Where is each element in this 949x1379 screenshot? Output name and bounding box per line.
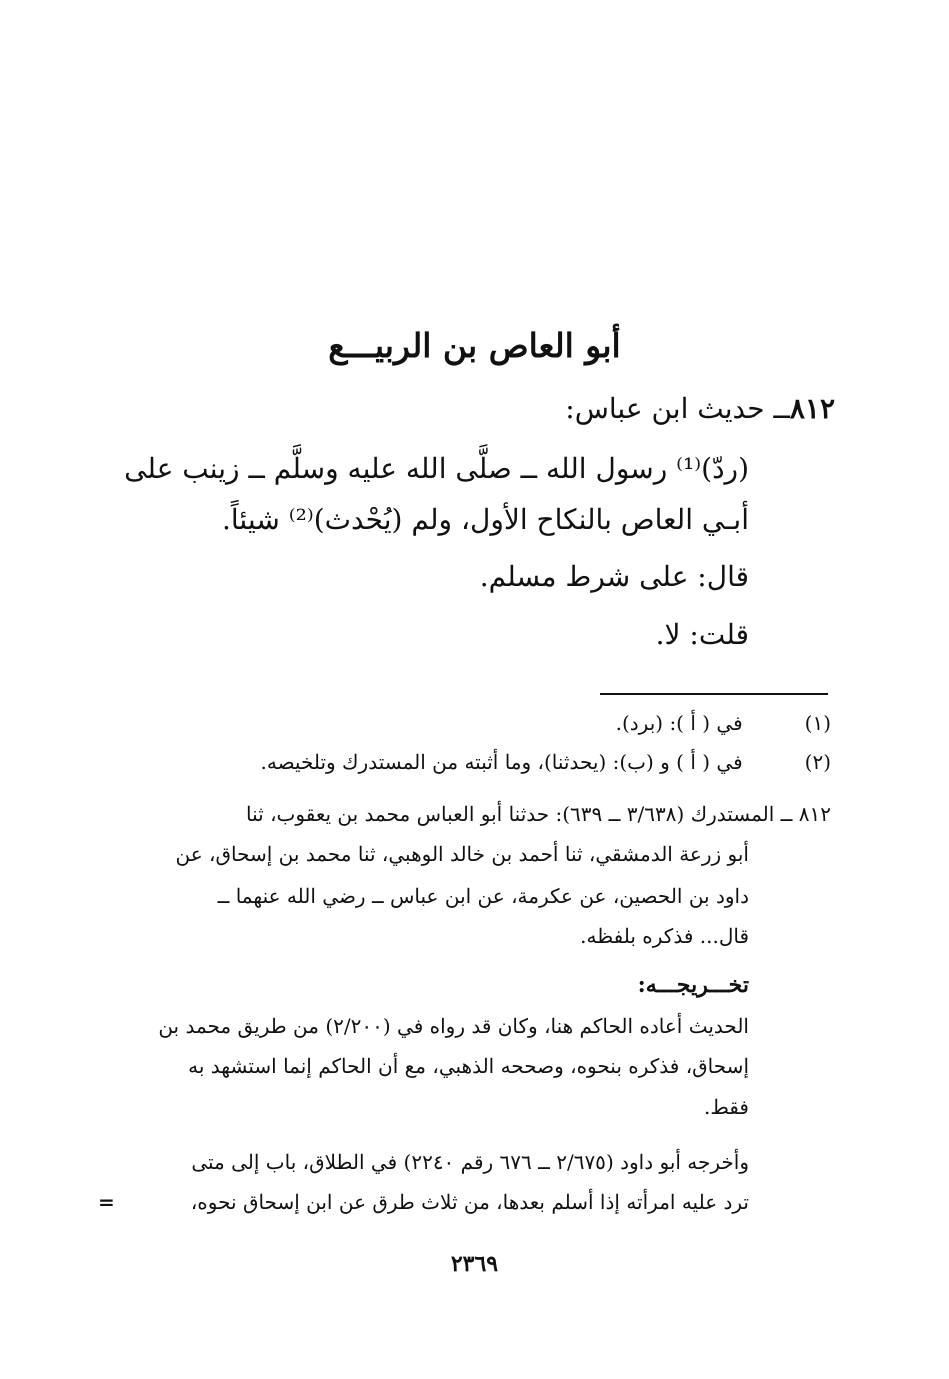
hadith-text-line-2: أبـي العاص بالنكاح الأول، ولم (يُحْدث)⁽²⁾ شيئاً. [222, 503, 749, 536]
takhrij-line-5: ترد عليه امرأته إذا أسلم بعدها، من ثلاث طرق عن ابن إسحاق نحوه، [190, 1190, 749, 1214]
footnote-1 [131, 711, 831, 735]
footnote-1-text: في ( أ ): (برد). [615, 711, 743, 735]
hadith-text-line-3: قال: على شرط مسلم. [479, 560, 749, 593]
hadith-dash: ــ [773, 392, 790, 425]
takhrij-line-4: وأخرجه أبو داود (٢/٦٧٥ ــ ٦٧٦ رقم ٢٢٤٠) في الطلاق، باب إلى متى [191, 1150, 749, 1174]
takhrij-line-1: الحديث أعاده الحاكم هنا، وكان قد رواه في (٢/٢٠٠) من طريق محمد بن [158, 1014, 749, 1038]
commentary-line-4: قال... فذكره بلفظه. [580, 924, 749, 948]
section-title: أبو العاص بن الربيـــع [328, 326, 621, 365]
takhrij-line-2: إسحاق، فذكره بنحوه، وصححه الذهبي، مع أن الحاكم إنما استشهد به [188, 1054, 749, 1078]
takhrij-line-3: فقط. [703, 1095, 749, 1119]
page-number: ٢٣٦٩ [450, 1251, 499, 1277]
hadith-heading-text: حديث ابن عباس: [565, 392, 765, 425]
commentary-line-2: أبو زرعة الدمشقي، ثنا أحمد بن خالد الوهبي، ثنا محمد بن إسحاق، عن [175, 842, 749, 866]
hadith-number: ٨١٢ [789, 392, 835, 425]
footnote-2-text: في ( أ ) و (ب): (يحدثنا)، وما أثبته من المستدرك وتلخيصه. [260, 750, 743, 774]
hadith-heading [135, 392, 835, 425]
footnote-2-number: (٢) [804, 750, 831, 774]
footnote-2 [131, 750, 831, 774]
continuation-mark: = [98, 1190, 115, 1214]
footnote-divider [600, 693, 828, 695]
footnote-1-number: (١) [804, 711, 831, 735]
commentary-line-1: ٨١٢ ــ المستدرك (٣/٦٣٨ ــ ٦٣٩): حدثنا أبو العباس محمد بن يعقوب، ثنا [246, 802, 831, 826]
takhrij-heading: تخـــريجـــه: [637, 972, 749, 998]
hadith-text-line-1: (ردّ)⁽¹⁾ رسول الله ــ صلَّى الله عليه وسلَّم ــ زينب على [124, 452, 749, 485]
hadith-text-line-4: قلت: لا. [655, 618, 749, 651]
commentary-line-3: داود بن الحصين، عن عكرمة، عن ابن عباس ــ رضي الله عنهما ــ [217, 884, 749, 908]
